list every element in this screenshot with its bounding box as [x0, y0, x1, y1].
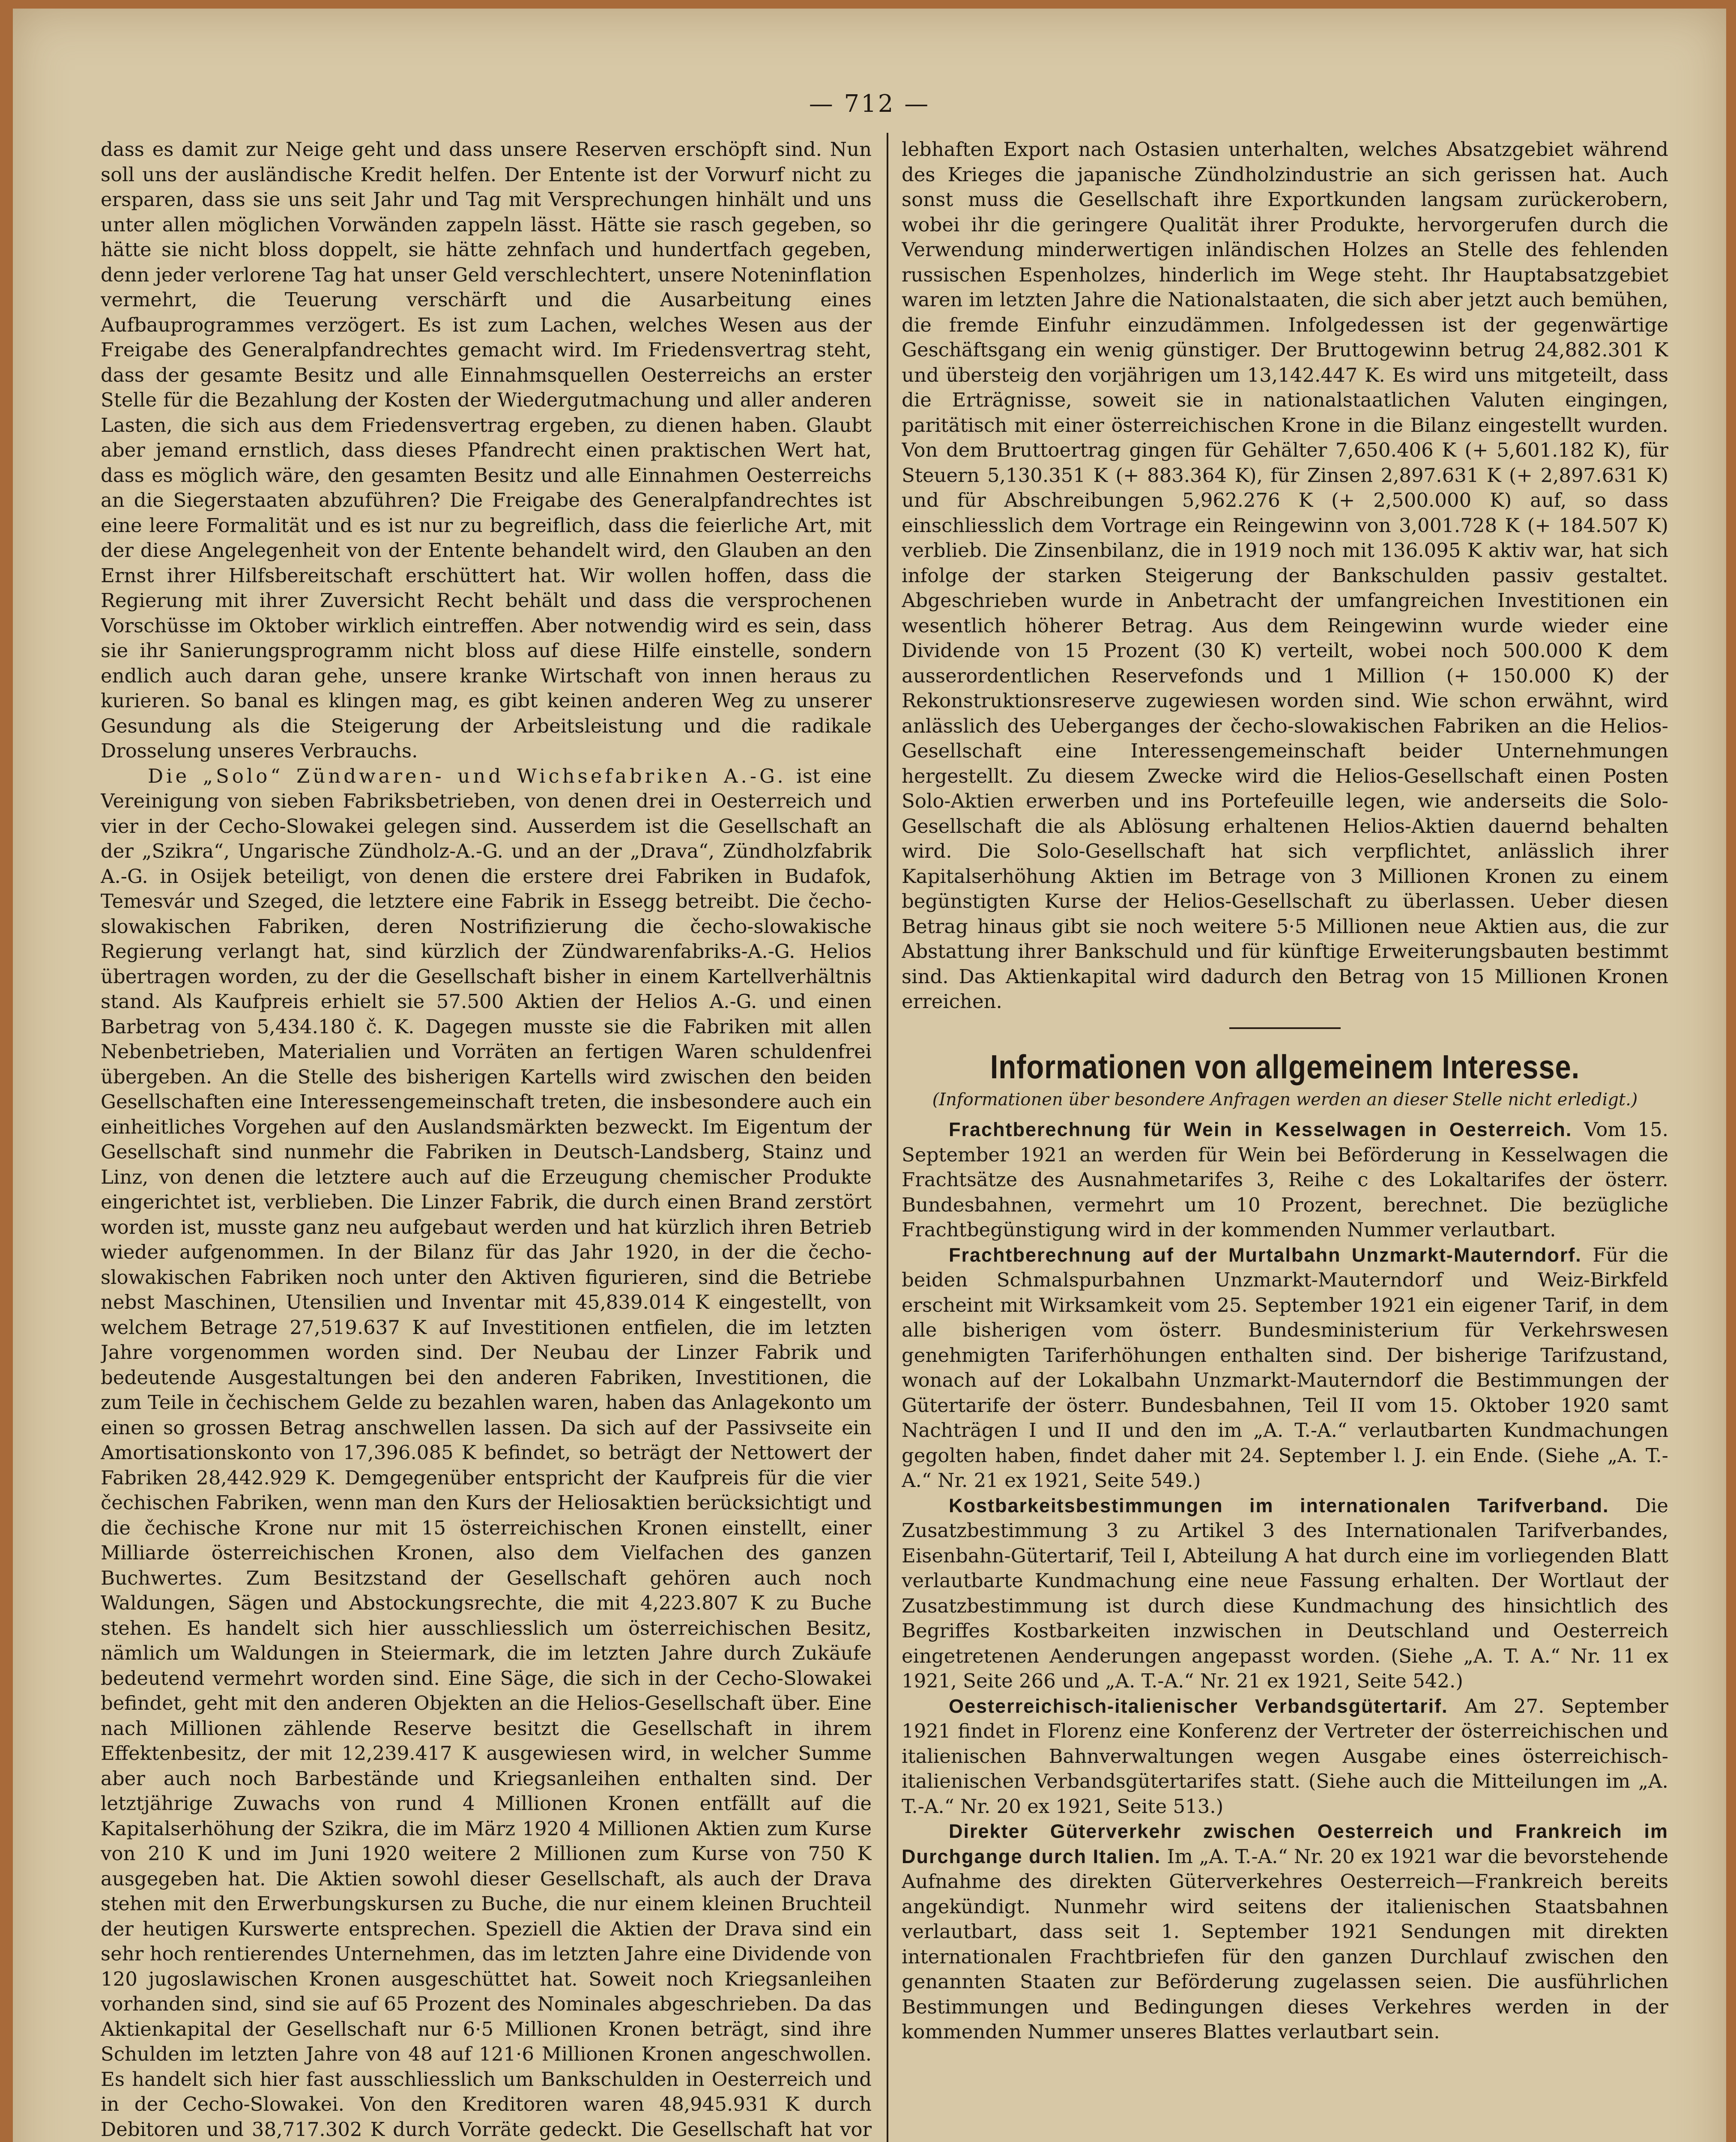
article-paragraph [101, 764, 872, 2142]
section-subheading: (Informationen über besondere Anfragen werden an dieser Stelle nicht erledigt.) [932, 1089, 1638, 1110]
info-item-text: Die Zusatzbestimmung 3 zu Artikel 3 des Internationalen Tarifverbandes, Eisenbahn-Gütertarif, Teil I, Abteilung A hat durch eine im vorliegenden Blatt verlautbarte Kundmachung eine neue Fassung erhalten. Der Wortlaut der Zusatzbestimmung ist durch diese Kundmachung des hinsichtlich des Begriffes Kostbarkeiten inzwischen in Deutschland und Oesterreich eingetretenen Aenderungen angepasst worden. (Siehe „A. T. A.“ Nr. 11 ex 1921, Seite 266 und „A. T.-A.“ Nr. 21 ex 1921, Seite 542.) [902, 1494, 1668, 1692]
info-item-text: Vom 15. September 1921 an werden für Wein bei Beförderung in Kesselwagen die Frachtsätze des Ausnahmetarifes 3, Reihe c des Lokaltarifes der österr. Bundesbahnen, vermehrt um 10 Prozent, berechnet. Die bezügliche Frachtbegünstigung wird in der kommenden Nummer verlautbart. [902, 1118, 1668, 1241]
left-column [101, 137, 872, 2142]
info-item-title: Oesterreichisch-italienischer Verbandsgütertarif. [949, 1695, 1448, 1717]
company-name: Die „Solo“ Zündwaren- und Wichsefabriken A.-G. [148, 764, 786, 787]
page-number: — 712 — [809, 90, 930, 118]
section-heading: Informationen von allgemeinem Interesse. [990, 1047, 1580, 1086]
info-item-title: Frachtberechnung auf der Murtalbahn Unzmarkt-Mauterndorf. [949, 1244, 1582, 1266]
info-item [902, 1117, 1668, 1243]
newspaper-page [13, 9, 1726, 2142]
info-item-text: Für die beiden Schmalspurbahnen Unzmarkt-Mauterndorf und Weiz-Birkfeld erscheint mit Wirksamkeit vom 25. September 1921 ein eigener Tarif, in dem alle bisherigen vom österr. Bundesministerium für Verkehrswesen genehmigten Tariferhöhungen enthalten sind. Der bisherige Tarifzustand, wonach auf der Lokalbahn Unzmarkt-Mauterndorf die Bestimmungen der Gütertarife der österr. Bundesbahnen, Teil II vom 15. Oktober 1920 samt Nachträgen I und II und den im „A. T.-A.“ verlautbarten Kundmachungen gegolten haben, findet daher mit 24. September l. J. ein Ende. (Siehe „A. T.-A.“ Nr. 21 ex 1921, Seite 549.) [902, 1243, 1668, 1492]
info-item-text: Im „A. T.-A.“ Nr. 20 ex 1921 war die bevorstehende Aufnahme des direkten Güterverkehres Oesterreich—Frankreich bereits angekündigt. Nunmehr wird seitens der italienischen Staatsbahnen verlautbart, dass seit 1. September 1921 Sendungen mit direkten internationalen Frachtbriefen für den ganzen Durchlauf zwischen den genannten Staaten zur Beförderung zugelassen seien. Die ausführlichen Bestimmungen und Bedingungen dieses Verkehres werden in der kommenden Nummer unseres Blattes verlautbart sein. [902, 1845, 1668, 2043]
article-paragraph: lebhaften Export nach Ostasien unterhalten, welches Absatzgebiet während des Krieges die japanische Zündholzindustrie an sich gerissen hat. Auch sonst muss die Gesellschaft ihre Exportkunden langsam zurückerobern, wobei ihr die geringere Qualität ihrer Produkte, hervorgerufen durch die Verwendung minderwertigen inländischen Holzes an Stelle des fehlenden russischen Espenholzes, hinderlich im Wege steht. Ihr Hauptabsatzgebiet waren im letzten Jahre die Nationalstaaten, die sich aber jetzt auch bemühen, die fremde Einfuhr einzudämmen. Infolgedessen ist der gegenwärtige Geschäftsgang ein wenig günstiger. Der Bruttogewinn betrug 24,882.301 K und übersteig den vorjährigen um 13,142.447 K. Es wird uns mitgeteilt, dass die Erträgnisse, soweit sie in nationalstaatlichen Valuten eingingen, paritätisch mit einer österreichischen Krone in die Bilanz eingestellt wurden. Von dem Bruttoertrag gingen für Gehälter 7,650.406 K (+ 5,601.182 K), für Steuern 5,130.351 K (+ 883.364 K), für Zinsen 2,897.631 K (+ 2,897.631 K) und für Abschreibungen 5,962.276 K (+ 2,500.000 K) auf, so dass einschliesslich dem Vortrage ein Reingewinn von 3,001.728 K (+ 184.507 K) verblieb. Die Zinsenbilanz, die in 1919 noch mit 136.095 K aktiv war, hat sich infolge der starken Steigerung der Bankschulden passiv gestaltet. Abgeschrieben wurde in Anbetracht der umfangreichen Investitionen ein wesentlich höherer Betrag. Aus dem Reingewinn wurde wieder eine Dividende von 15 Prozent (30 K) verteilt, wobei noch 500.000 K dem ausserordentlichen Reservefonds und 1 Million (+ 150.000 K) der Rekonstruktionsreserve zugewiesen worden sind. Wie schon erwähnt, wird anlässlich des Ueberganges der čecho-slowakischen Fabriken an die Helios-Gesellschaft eine Interessengemeinschaft beider Unternehmungen hergestellt. Zu diesem Zwecke wird die Helios-Gesellschaft einen Posten Solo-Aktien erwerben und ins Portefeuille legen, wie anderseits die Solo-Gesellschaft die als Ablösung erhaltenen Helios-Aktien dauernd behalten wird. Die Solo-Gesellschaft hat sich verpflichtet, anlässlich ihrer Kapitalserhöhung Aktien im Betrage von 3 Millionen Kronen zu einem begünstigten Kurse der Helios-Gesellschaft zu überlassen. Ueber diesen Betrag hinaus gibt sie noch weitere 5·5 Millionen neue Aktien aus, die zur Abstattung ihrer Bankschuld und für künftige Erweiterungsbauten bestimmt sind. Das Aktienkapital wird dadurch den Betrag von 15 Millionen Kronen erreichen. [902, 138, 1668, 1013]
right-column [902, 137, 1668, 2142]
info-item [902, 1694, 1668, 1819]
info-item [902, 1493, 1668, 1694]
article-text: ist eine Vereinigung von sieben Fabriksbetrieben, von denen drei in Oesterreich und vier in der Cecho-Slowakei gelegen sind. Ausserdem ist die Gesellschaft an der „Szikra“, Ungarische Zündholz-A.-G. und an der „Drava“, Zündholzfabrik A.-G. in Osijek beteiligt, von denen die erstere drei Fabriken in Budafok, Temesvár und Szeged, die letztere eine Fabrik in Essegg betreibt. Die čecho-slowakischen Fabriken, deren Nostrifizierung die čecho-slowakische Regierung verlangt hat, sind kürzlich der Zündwarenfabriks-A.-G. Helios übertragen worden, zu der die Gesellschaft bisher in einem Kartellverhältnis stand. Als Kaufpreis erhielt sie 57.500 Aktien der Helios A.-G. und einen Barbetrag von 5,434.180 č. K. Dagegen musste sie die Fabriken mit allen Nebenbetrieben, Materialien und Vorräten an fertigen Waren schuldenfrei übergeben. An die Stelle des bisherigen Kartells wird zwischen den beiden Gesellschaften eine Interessengemeinschaft treten, die insbesondere auch ein einheitliches Vorgehen auf den Auslandsmärkten bezweckt. Im Eigentum der Gesellschaft sind nunmehr die Fabriken in Deutsch-Landsberg, Stainz und Linz, von denen die letztere auch auf die Erzeugung chemischer Produkte eingerichtet ist, verblieben. Die Linzer Fabrik, die durch einen Brand zerstört worden ist, musste ganz neu aufgebaut werden und hat kürzlich ihren Betrieb wieder aufgenommen. In der Bilanz für das Jahr 1920, in der die čecho-slowakischen Fabriken noch unter den Aktiven figurieren, sind die Betriebe nebst Maschinen, Utensilien und Inventar mit 45,839.014 K eingestellt, von welchem Betrage 27,519.637 K auf Investitionen entfielen, die im letzten Jahre vorgenommen worden sind. Der Neubau der Linzer Fabrik und bedeutende Ausgestaltungen bei den anderen Fabriken, Investitionen, die zum Teile in čechischem Gelde zu bezahlen waren, haben das Anlagekonto um einen so grossen Betrag anschwellen lassen. Da sich auf der Passivseite ein Amortisationskonto von 17,396.085 K befindet, so beträgt der Nettowert der Fabriken 28,442.929 K. Demgegenüber entspricht der Kaufpreis für die vier čechischen Fabriken, wenn man den Kurs der Heliosaktien berücksichtigt und die čechische Krone nur mit 15 österreichischen Kronen einstellt, einer Milliarde österreichischen Kronen, also dem Vielfachen des ganzen Buchwertes. Zum Besitzstand der Gesellschaft gehören auch noch Waldungen, Sägen und Abstockungsrechte, die mit 4,223.807 K zu Buche stehen. Es handelt sich hier ausschliesslich um österreichischen Besitz, nämlich um Waldungen in Steiermark, die im letzten Jahre durch Zukäufe bedeutend vermehrt worden sind. Eine Säge, die sich in der Cecho-Slowakei befindet, geht mit den anderen Objekten an die Helios-Gesellschaft über. Eine nach Millionen zählende Reserve besitzt die Gesellschaft in ihrem Effektenbesitz, der mit 12,239.417 K ausgewiesen wird, in welcher Summe aber auch noch Barbestände und Kriegsanleihen enthalten sind. Der letztjährige Zuwachs von rund 4 Millionen Kronen entfällt auf die Kapitalserhöhung der Szikra, die im März 1920 4 Millionen Aktien zum Kurse von 210 K und im Juni 1920 weitere 2 Millionen zum Kurse von 750 K ausgegeben hat. Die Aktien sowohl dieser Gesellschaft, als auch der Drava stehen mit den Erwerbungskursen zu Buche, die nur einem kleinen Bruchteil der heutigen Kurswerte entsprechen. Speziell die Aktien der Drava sind ein sehr hoch rentierendes Unternehmen, das im letzten Jahre eine Dividende von 120 jugoslawischen Kronen ausgeschüttet hat. Soweit noch Kriegsanleihen vorhanden sind, sind sie auf 65 Prozent des Nominales abgeschrieben. Da das Aktienkapital der Gesellschaft nur 6·5 Millionen Kronen beträgt, sind ihre Schulden im letzten Jahre von 48 auf 121·6 Millionen Kronen angeschwollen. Es handelt sich hier fast ausschliesslich um Bankschulden in Oesterreich und in der Cecho-Slowakei. Von den Kreditoren waren 48,945.931 K durch Debitoren und 38,717.302 K durch Vorräte gedeckt. Die Gesellschaft hat vor [101, 764, 872, 2141]
column-divider [887, 133, 888, 2142]
article-paragraph: dass es damit zur Neige geht und dass unsere Reserven erschöpft sind. Nun soll uns der ausländische Kredit helfen. Der Entente ist der Vorwurf nicht zu ersparen, dass sie uns seit Jahr und Tag mit Versprechungen hinhält und uns unter allen möglichen Vorwänden zappeln lässt. Hätte sie rasch gegeben, so hätte sie nicht bloss doppelt, sie hätte zehnfach und hundertfach gegeben, denn jeder verlorene Tag hat unser Geld verschlechtert, unsere Noteninflation vermehrt, die Teuerung verschärft und die Ausarbeitung eines Aufbauprogrammes verzögert. Es ist zum Lachen, welches Wesen aus der Freigabe des Generalpfandrechtes gemacht wird. Im Friedensvertrag steht, dass der gesamte Besitz und alle Einnahmsquellen Oesterreichs an erster Stelle für die Bezahlung der Kosten der Wiedergutmachung und aller anderen Lasten, die sich aus dem Friedensvertrag ergeben, zu dienen haben. Glaubt aber jemand ernstlich, dass dieses Pfandrecht einen praktischen Wert hat, dass es möglich wäre, den gesamten Besitz und alle Einnahmen Oesterreichs an die Siegerstaaten abzuführen? Die Freigabe des Generalpfandrechtes ist eine leere Formalität und es ist nur zu begreiflich, dass die feierliche Art, mit der diese Angelegenheit von der Entente behandelt wird, den Glauben an den Ernst ihrer Hilfsbereitschaft erschüttert hat. Wir wollen hoffen, dass die Regierung mit ihrer Zuversicht Recht behält und dass die versprochenen Vorschüsse im Oktober wirklich eintreffen. Aber notwendig wird es sein, dass sie ihr Sanierungsprogramm nicht bloss auf diese Hilfe einstelle, sondern endlich auch daran gehe, unsere kranke Wirtschaft von innen heraus zu kurieren. So banal es klingen mag, es gibt keinen anderen Weg zu unserer Gesundung als die Steigerung der Arbeitsleistung und die radikale Drosselung unseres Verbrauchs. [101, 138, 872, 762]
info-item-title: Direkter Güterverkehr zwischen Oesterreich und Frankreich im Durchgange durch Italien. [902, 1820, 1668, 1867]
info-item [902, 1819, 1668, 2045]
info-item-title: Kostbarkeitsbestimmungen im internationalen Tarifverband. [949, 1494, 1609, 1517]
info-item-text: Am 27. September 1921 findet in Florenz eine Konferenz der Vertreter der österreichischen und italienischen Bahnverwaltungen wegen Ausgabe eines österreichisch-italienischen Verbandsgütertarifes statt. (Siehe auch die Mitteilungen im „A. T.-A.“ Nr. 20 ex 1921, Seite 513.) [902, 1694, 1668, 1818]
info-item-title: Frachtberechnung für Wein in Kesselwagen in Oesterreich. [949, 1119, 1572, 1140]
section-separator [1229, 1027, 1341, 1029]
info-item [902, 1243, 1668, 1493]
